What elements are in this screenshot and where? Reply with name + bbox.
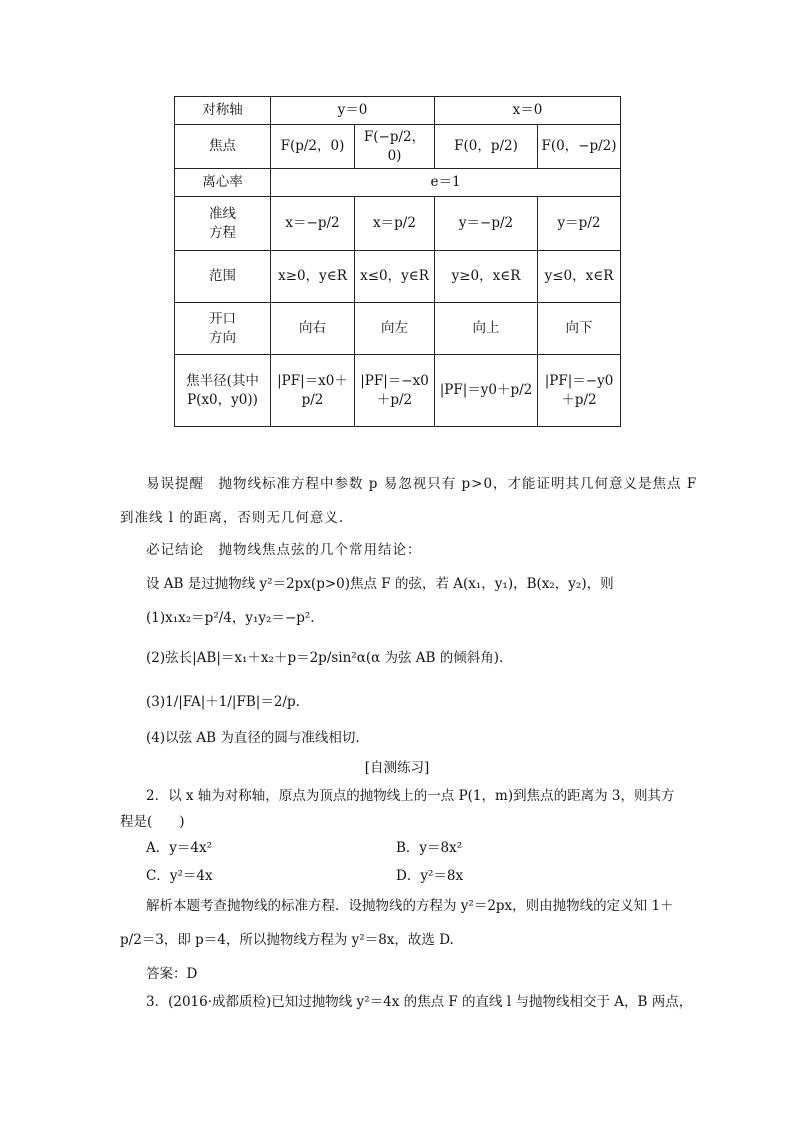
conclusion-item: (4)以弦 AB 为直径的圆与准线相切. [146,730,360,746]
table-cell: 向下 [538,303,621,355]
table-cell: x＝p/2 [355,197,435,251]
table-cell: y≥0，x∈R [435,251,538,303]
table-cell: y＝−p/2 [435,197,538,251]
question-text: 2．以 x 轴为对称轴，原点为顶点的抛物线上的一点 P(1，m)到焦点的距离为 3，则其方 [146,788,675,804]
table-row [175,251,621,303]
table-cell: F(p/2，0) [271,125,355,169]
table-cell: x≤0，y∈R [355,251,435,303]
table-cell: y＝p/2 [538,197,621,251]
answer-text: 答案：D [146,966,198,982]
analysis-text: p/2＝3，即 p＝4，所以抛物线方程为 y²＝8x，故选 D. [120,932,454,948]
question-text: 程是( ) [120,814,185,830]
table-cell: x＝0 [435,97,621,125]
conclusion-item: (2)弦长|AB|＝x₁＋x₂＋p＝2p/sin²α(α 为弦 AB 的倾斜角). [146,650,504,666]
table-row [175,197,621,251]
conclusion-item: (1)x₁x₂＝p²/4，y₁y₂＝−p². [146,610,315,626]
table-cell: 向左 [355,303,435,355]
parabola-properties-table [174,96,621,427]
row-label [175,355,271,427]
conclusion-setup: 设 AB 是过抛物线 y²＝2px(p>0)焦点 F 的弦，若 A(x₁，y₁)，B(x₂，y₂)，则 [146,576,614,592]
row-label: 对称轴 [175,97,271,125]
row-label-line: P(x0，y0)) [187,391,258,408]
table-row [175,125,621,169]
table-cell: |PF|＝−x0＋p/2 [355,355,435,427]
row-label-line: 焦半径(其中 [186,373,259,390]
table-cell: F(0，−p/2) [538,125,621,169]
table-cell: |PF|＝y0＋p/2 [435,355,538,427]
row-label: 离心率 [175,169,271,197]
table-cell: 向上 [435,303,538,355]
conclusion-title: 必记结论 抛物线焦点弦的几个常用结论： [146,542,422,558]
row-label-line: 开口 [209,311,236,328]
table-cell: y≤0，x∈R [538,251,621,303]
row-label [175,197,271,251]
table-cell: |PF|＝x0＋p/2 [271,355,355,427]
option-d: D．y²＝8x [396,868,464,884]
option-a: A．y＝4x² [146,840,212,856]
table-row [175,303,621,355]
table-cell: e＝1 [271,169,621,197]
table-row [175,97,621,125]
table-cell: F(0，p/2) [435,125,538,169]
conclusion-item: (3)1/|FA|＋1/|FB|＝2/p. [146,694,300,710]
row-label-line: 准线 [209,206,236,223]
table-cell: 向右 [271,303,355,355]
option-b: B．y＝8x² [396,840,463,856]
table-cell: x＝−p/2 [271,197,355,251]
error-tip-line: 易误提醒 抛物线标准方程中参数 p 易忽视只有 p>0，才能证明其几何意义是焦点 F [146,476,698,492]
table-row [175,169,621,197]
table-row [175,355,621,427]
row-label: 焦点 [175,125,271,169]
table-cell: x≥0，y∈R [271,251,355,303]
error-tip-line: 到准线 l 的距离，否则无几何意义. [120,510,345,526]
question-text: 3．(2016·成都质检)已知过抛物线 y²＝4x 的焦点 F 的直线 l 与抛物线相交于 A，B 两点， [146,994,693,1010]
row-label-line: 方程 [209,224,236,241]
table-cell: F(−p/2，0) [355,125,435,169]
option-c: C．y²＝4x [146,868,213,884]
table-cell: |PF|＝−y0＋p/2 [538,355,621,427]
row-label-line: 方向 [209,329,236,346]
analysis-text: 解析本题考查抛物线的标准方程．设抛物线的方程为 y²＝2px，则由抛物线的定义知 1＋ [146,898,674,914]
row-label [175,303,271,355]
row-label: 范围 [175,251,271,303]
self-test-heading: [自测练习] [364,760,430,776]
table-cell: y＝0 [271,97,435,125]
